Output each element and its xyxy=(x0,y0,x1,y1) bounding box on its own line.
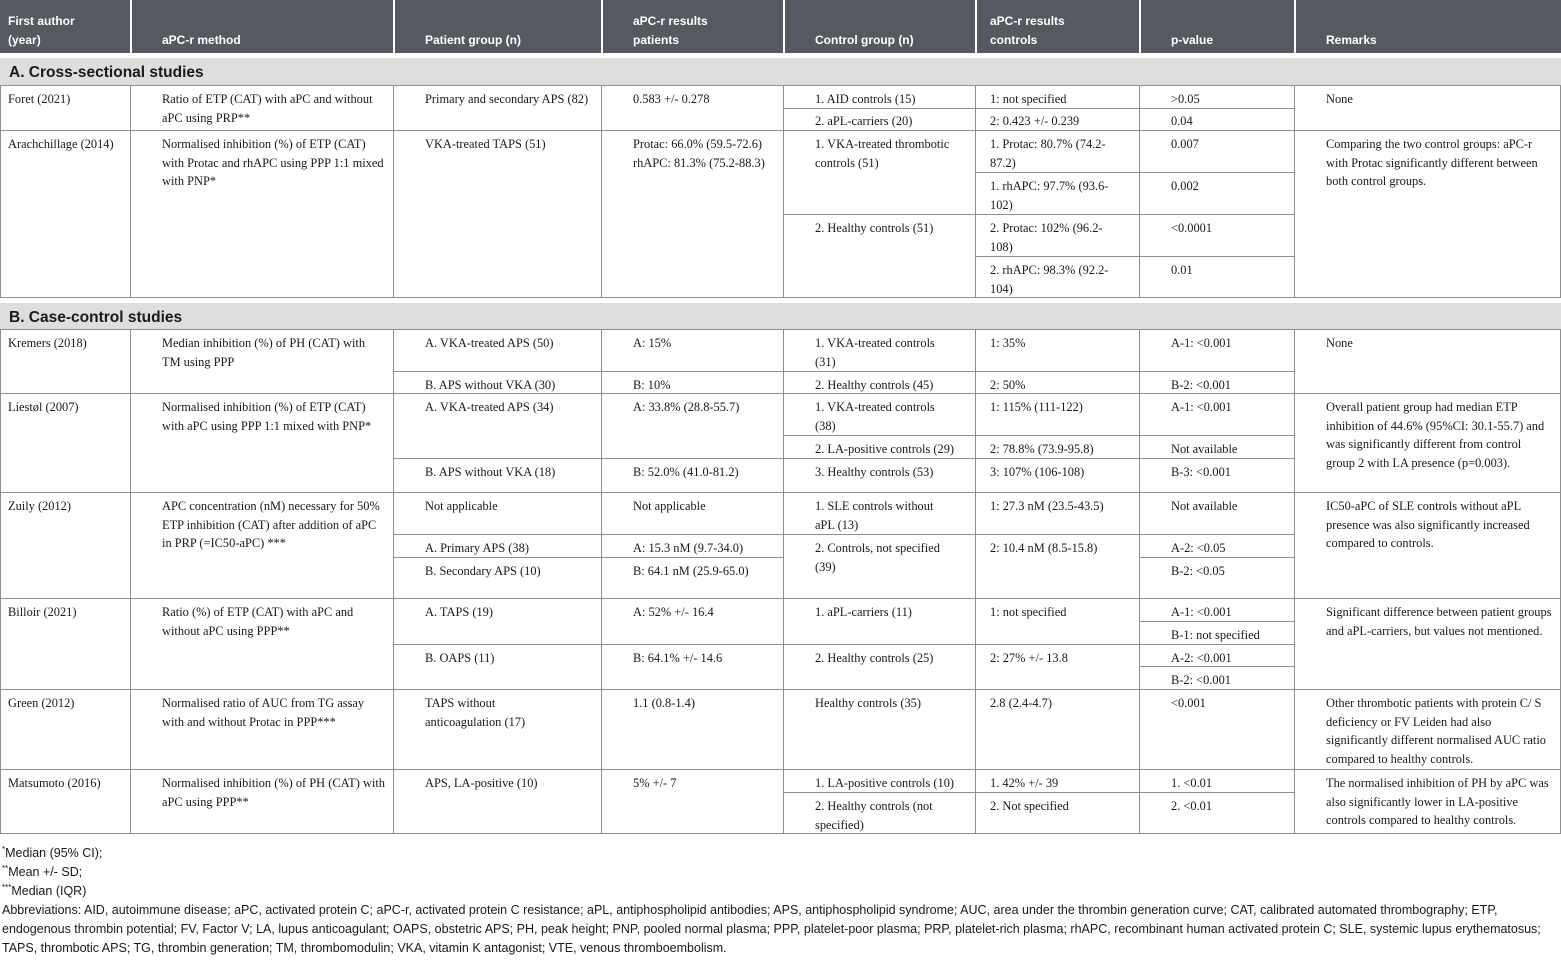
cell-remarks: None xyxy=(1326,92,1353,106)
cell-pvalue: <0.0001 xyxy=(1171,221,1213,235)
cell-control: 2. Healthy controls (not specified) xyxy=(815,799,933,832)
header-sep xyxy=(783,0,785,53)
cell-control: 1. VKA-treated controls (31) xyxy=(815,336,935,369)
header-sep xyxy=(1294,0,1296,53)
cell-pvalue: B-3: <0.001 xyxy=(1171,465,1231,479)
header-patients: Patient group (n) xyxy=(394,0,602,53)
cell-results-patients: Protac: 66.0% (59.5-72.6) rhAPC: 81.3% (75.2-88.3) xyxy=(633,137,765,170)
cell-patients: B. OAPS (11) xyxy=(425,651,495,665)
grid-line xyxy=(0,329,1561,330)
grid-line xyxy=(0,833,1561,834)
cell-method: Normalised inhibition (%) of ETP (CAT) with Protac and rhAPC using PPP 1:1 mixed with PNP* xyxy=(162,137,384,188)
cell-control: 2. Healthy controls (25) xyxy=(815,651,934,665)
header-sep xyxy=(975,0,977,53)
cell-pvalue: A-1: <0.001 xyxy=(1171,400,1232,414)
cell-results-controls: 2. rhAPC: 98.3% (92.2-104) xyxy=(990,263,1109,296)
grid-line xyxy=(784,435,1295,436)
cell-author: Arachchillage (2014) xyxy=(8,137,114,151)
cell-results-controls: 2: 0.423 +/- 0.239 xyxy=(990,114,1080,128)
cell-remarks: Significant difference between patient groups and aPL-carriers, but values not mentioned. xyxy=(1326,605,1552,638)
grid-line xyxy=(783,85,784,297)
cell-pvalue: Not available xyxy=(1171,442,1238,456)
cell-results-patients: B: 10% xyxy=(633,378,671,392)
cell-pvalue: A-2: <0.05 xyxy=(1171,541,1226,555)
cell-patients: Not applicable xyxy=(425,499,498,513)
cell-results-controls: 2.8 (2.4-4.7) xyxy=(990,696,1052,710)
cell-remarks: Other thrombotic patients with protein C/ S deficiency or FV Leiden had also significantly different normalised AUC ratio compared to healthy controls. xyxy=(1326,696,1546,766)
cell-method: Normalised inhibition (%) of PH (CAT) with aPC using PPP** xyxy=(162,776,386,809)
cell-pvalue: <0.001 xyxy=(1171,696,1206,710)
grid-line xyxy=(394,644,1295,645)
header-sep xyxy=(601,0,603,53)
cell-patients: B. Secondary APS (10) xyxy=(425,564,541,578)
cell-pvalue: 2. <0.01 xyxy=(1171,799,1213,813)
cell-control: Healthy controls (35) xyxy=(815,696,921,710)
cell-control: 2. LA-positive controls (29) xyxy=(815,442,955,456)
cell-results-controls: 1. 42% +/- 39 xyxy=(990,776,1059,790)
grid-line xyxy=(393,85,394,297)
cell-remarks: Overall patient group had median ETP inhibition of 44.6% (95%CI: 30.1-55.7) and was significantly different from control group 2 with LA presence (p=0.003). xyxy=(1326,400,1545,470)
section-case-control: B. Case-control studies xyxy=(0,303,1561,329)
grid-line xyxy=(0,329,1,833)
cell-results-controls: 1: not specified xyxy=(990,92,1067,106)
cell-patients: A. VKA-treated APS (50) xyxy=(425,336,554,350)
cell-pvalue: 0.01 xyxy=(1171,263,1193,277)
cell-pvalue: B-2: <0.001 xyxy=(1171,673,1231,687)
grid-line xyxy=(394,371,1295,372)
cell-remarks: Comparing the two control groups: aPC-r with Protac significantly different between both control groups. xyxy=(1326,137,1538,188)
section-cross-sectional: A. Cross-sectional studies xyxy=(0,58,1561,86)
grid-line xyxy=(0,492,1561,493)
grid-line xyxy=(0,297,1561,298)
cell-control: 1. LA-positive controls (10) xyxy=(815,776,955,790)
cell-method: Median inhibition (%) of PH (CAT) with TM using PPP xyxy=(162,336,366,369)
grid-line xyxy=(130,85,131,297)
cell-results-patients: Not applicable xyxy=(633,499,706,513)
grid-line xyxy=(1139,85,1140,297)
cell-control: 2. Healthy controls (45) xyxy=(815,378,934,392)
cell-results-controls: 1: not specified xyxy=(990,605,1067,619)
header-author xyxy=(0,0,131,53)
cell-patients: Primary and secondary APS (82) xyxy=(425,92,589,106)
cell-author: Green (2012) xyxy=(8,696,75,710)
grid-line xyxy=(393,329,394,833)
cell-method: Ratio of ETP (CAT) with aPC and without aPC using PRP** xyxy=(162,92,373,125)
cell-pvalue: B-2: <0.05 xyxy=(1171,564,1225,578)
grid-line xyxy=(975,329,976,833)
cell-pvalue: A-2: <0.001 xyxy=(1171,651,1232,665)
cell-pvalue: 0.007 xyxy=(1171,137,1199,151)
cell-results-controls: 2: 78.8% (73.9-95.8) xyxy=(990,442,1094,456)
grid-line xyxy=(1139,329,1140,833)
cell-control: 3. Healthy controls (53) xyxy=(815,465,934,479)
cell-control: 2. Controls, not specified (39) xyxy=(815,541,940,574)
cell-patients: A. TAPS (19) xyxy=(425,605,493,619)
grid-line xyxy=(975,85,976,297)
cell-control: 1. SLE controls without aPL (13) xyxy=(815,499,934,532)
header-sep xyxy=(1139,0,1141,53)
cell-results-controls: 1. Protac: 80.7% (74.2-87.2) xyxy=(990,137,1106,170)
cell-results-controls: 2. Protac: 102% (96.2-108) xyxy=(990,221,1103,254)
cell-pvalue: >0.05 xyxy=(1171,92,1200,106)
grid-line xyxy=(394,557,784,558)
cell-results-patients: A: 15% xyxy=(633,336,672,350)
grid-line xyxy=(783,329,784,833)
header-author-line2: (year) xyxy=(8,33,41,47)
cell-results-patients: B: 64.1% +/- 14.6 xyxy=(633,651,723,665)
cell-author: Kremers (2018) xyxy=(8,336,87,350)
footnote-median-iqr: ***Median (IQR) xyxy=(2,882,87,898)
cell-pvalue: 1. <0.01 xyxy=(1171,776,1213,790)
cell-results-controls: 1: 115% (111-122) xyxy=(990,400,1083,414)
footnote-mean-sd: **Mean +/- SD; xyxy=(2,863,83,879)
grid-line xyxy=(976,172,1295,173)
header-pvalue: p-value xyxy=(1140,0,1295,53)
cell-results-controls: 2: 27% +/- 13.8 xyxy=(990,651,1068,665)
header-results-controls xyxy=(976,0,1140,53)
cell-pvalue: 0.04 xyxy=(1171,114,1193,128)
header-method: aPC-r method xyxy=(131,0,394,53)
cell-control: 2. Healthy controls (51) xyxy=(815,221,934,235)
grid-line xyxy=(0,769,1561,770)
grid-line xyxy=(1294,85,1295,297)
table-footnotes xyxy=(0,844,1561,958)
cell-results-controls: 2: 50% xyxy=(990,378,1026,392)
cell-method: Normalised inhibition (%) of ETP (CAT) with aPC using PPP 1:1 mixed with PNP* xyxy=(162,400,372,433)
cell-patients: B. APS without VKA (18) xyxy=(425,465,556,479)
cell-results-controls: 1: 27.3 nM (23.5-43.5) xyxy=(990,499,1104,513)
grid-line xyxy=(784,108,1295,109)
header-res-c-line2: controls xyxy=(990,33,1038,47)
cell-pvalue: A-1: <0.001 xyxy=(1171,605,1232,619)
cell-results-patients: B: 52.0% (41.0-81.2) xyxy=(633,465,739,479)
grid-line xyxy=(0,393,1561,394)
cell-control: 1. aPL-carriers (11) xyxy=(815,605,912,619)
cell-method: Normalised ratio of AUC from TG assay with and without Protac in PPP*** xyxy=(162,696,365,729)
cell-author: Liestøl (2007) xyxy=(8,400,79,414)
cell-author: Zuily (2012) xyxy=(8,499,71,513)
cell-pvalue: B-2: <0.001 xyxy=(1171,378,1231,392)
header-sep xyxy=(130,0,132,53)
grid-line xyxy=(784,214,1295,215)
cell-patients: TAPS without anticoagulation (17) xyxy=(425,696,526,729)
cell-author: Matsumoto (2016) xyxy=(8,776,101,790)
grid-line xyxy=(394,458,1295,459)
cell-results-controls: 1. rhAPC: 97.7% (93.6-102) xyxy=(990,179,1109,212)
cell-remarks: The normalised inhibition of PH by aPC was also significantly lower in LA-positive controls compared to healthy controls. xyxy=(1326,776,1549,827)
cell-method: Ratio (%) of ETP (CAT) with aPC and without aPC using PPP** xyxy=(162,605,354,638)
grid-line xyxy=(0,85,1561,86)
cell-results-controls: 1: 35% xyxy=(990,336,1026,350)
cell-method: APC concentration (nM) necessary for 50% ETP inhibition (CAT) after addition of aPC in PRP (=IC50-aPC) *** xyxy=(162,499,380,550)
grid-line xyxy=(601,85,602,297)
header-remarks: Remarks xyxy=(1295,0,1561,53)
cell-results-controls: 3: 107% (106-108) xyxy=(990,465,1085,479)
header-sep xyxy=(393,0,395,53)
cell-patients: A. Primary APS (38) xyxy=(425,541,529,555)
grid-line xyxy=(1140,557,1295,558)
cell-results-patients: A: 15.3 nM (9.7-34.0) xyxy=(633,541,744,555)
cell-patients: B. APS without VKA (30) xyxy=(425,378,556,392)
grid-line xyxy=(1294,329,1295,833)
grid-line xyxy=(130,329,131,833)
cell-control: 1. VKA-treated thrombotic controls (51) xyxy=(815,137,950,170)
cell-results-patients: A: 33.8% (28.8-55.7) xyxy=(633,400,740,414)
header-author-line1: First author xyxy=(8,14,75,28)
footnote-abbreviations: Abbreviations: AID, autoimmune disease; aPC, activated protein C; aPC-r, activated protein C resistance; aPL, antiphospholipid antibodies; APS, antiphospholipid syndrome; AUC, area under the thrombin generation curve; CAT, calibrated automated thrombography; ETP, endogenous thrombin potential; FV, Factor V; LA, lupus anticoagulant; OAPS, obstetric APS; PH, peak height; PNP, pooled normal plasma; PPP, platelet-poor plasma; PRP, platelet-rich plasma; rhAPC, recombinant human activated protein C; SLE, systemic lupus erythematosus; TAPS, thrombotic APS; TG, thrombin generation; TM, thrombomodulin; VKA, vitamin K antagonist; VTE, venous thromboembolism. xyxy=(2,903,1541,955)
cell-author: Billoir (2021) xyxy=(8,605,77,619)
footnote-median-ci: *Median (95% CI); xyxy=(2,844,103,860)
cell-results-patients: A: 52% +/- 16.4 xyxy=(633,605,714,619)
header-control: Control group (n) xyxy=(784,0,976,53)
cell-results-controls: 2: 10.4 nM (8.5-15.8) xyxy=(990,541,1098,555)
cell-author: Foret (2021) xyxy=(8,92,71,106)
grid-line xyxy=(1140,621,1295,622)
cell-control: 1. VKA-treated controls (38) xyxy=(815,400,935,433)
grid-line xyxy=(784,792,1295,793)
header-results-patients xyxy=(602,0,784,53)
grid-line xyxy=(0,598,1561,599)
cell-patients: A. VKA-treated APS (34) xyxy=(425,400,554,414)
grid-line xyxy=(1140,666,1295,667)
grid-line xyxy=(976,256,1295,257)
grid-line xyxy=(0,85,1,297)
grid-line xyxy=(0,689,1561,690)
cell-pvalue: A-1: <0.001 xyxy=(1171,336,1232,350)
cell-results-patients: 5% +/- 7 xyxy=(633,776,677,790)
cell-pvalue: Not available xyxy=(1171,499,1238,513)
cell-results-controls: 2. Not specified xyxy=(990,799,1069,813)
header-res-p-line1: aPC-r results xyxy=(633,14,708,28)
header-res-p-line2: patients xyxy=(633,33,680,47)
grid-line xyxy=(394,534,1295,535)
cell-control: 1. AID controls (15) xyxy=(815,92,916,106)
cell-pvalue: B-1: not specified xyxy=(1171,628,1260,642)
cell-remarks: IC50-aPC of SLE controls without aPL presence was also significantly increased compared to controls. xyxy=(1326,499,1530,550)
cell-remarks: None xyxy=(1326,336,1353,350)
cell-pvalue: 0.002 xyxy=(1171,179,1199,193)
cell-results-patients: 0.583 +/- 0.278 xyxy=(633,92,710,106)
grid-line xyxy=(0,130,1561,131)
cell-control: 2. aPL-carriers (20) xyxy=(815,114,913,128)
cell-results-patients: 1.1 (0.8-1.4) xyxy=(633,696,695,710)
cell-patients: APS, LA-positive (10) xyxy=(425,776,538,790)
grid-line xyxy=(601,329,602,833)
cell-patients: VKA-treated TAPS (51) xyxy=(425,137,546,151)
header-res-c-line1: aPC-r results xyxy=(990,14,1065,28)
cell-results-patients: B: 64.1 nM (25.9-65.0) xyxy=(633,564,749,578)
